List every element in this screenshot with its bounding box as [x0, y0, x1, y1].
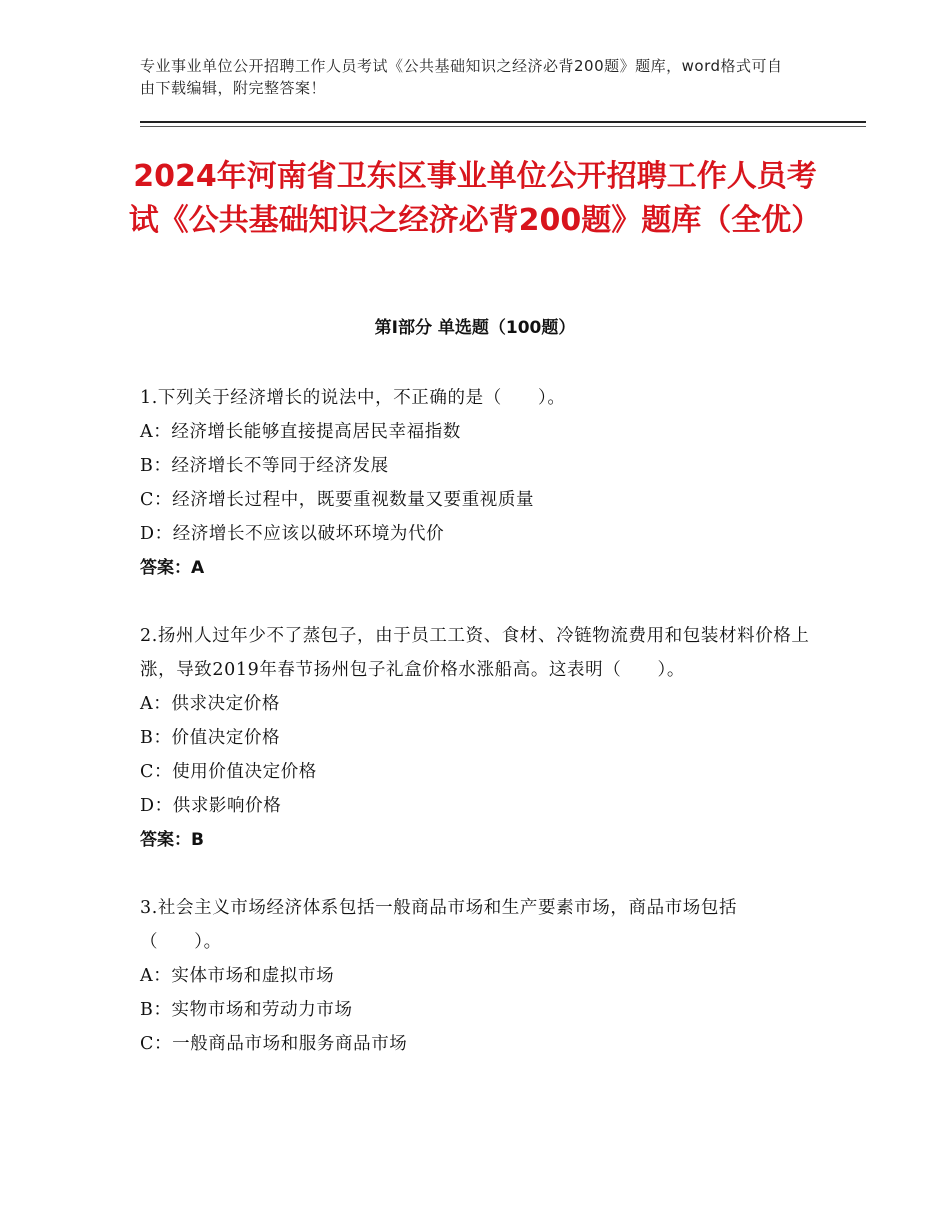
header-rule-thick: [140, 121, 866, 123]
question-2: [140, 619, 810, 857]
question-3: [140, 891, 810, 1061]
section-heading: 第I部分 单选题（100题）: [374, 318, 576, 338]
question-1: [140, 381, 810, 585]
document-title: 2024年河南省卫东区事业单位公开招聘工作人员考试《公共基础知识之经济必背200题》题库（全优）: [128, 159, 822, 238]
option-c: C：经济增长过程中，既要重视数量又要重视质量: [140, 490, 535, 510]
option-b: B：经济增长不等同于经济发展: [140, 456, 389, 476]
header-rule-thin: [140, 126, 866, 127]
option-a: A：实体市场和虚拟市场: [140, 966, 335, 986]
option-a: A：经济增长能够直接提高居民幸福指数: [140, 422, 461, 442]
answer-label: 答案：B: [140, 830, 204, 850]
option-b: B：价值决定价格: [140, 728, 281, 748]
option-d: D：供求影响价格: [140, 796, 282, 816]
question-stem: 1.下列关于经济增长的说法中，不正确的是（ ）。: [140, 388, 566, 408]
option-d: D：经济增长不应该以破坏环境为代价: [140, 524, 445, 544]
header-note: 专业事业单位公开招聘工作人员考试《公共基础知识之经济必背200题》题库，word格式可自由下载编辑，附完整答案！: [140, 57, 783, 97]
option-c: C：一般商品市场和服务商品市场: [140, 1034, 408, 1054]
question-list: [140, 381, 810, 1095]
option-a: A：供求决定价格: [140, 694, 280, 714]
option-c: C：使用价值决定价格: [140, 762, 317, 782]
question-stem: 2.扬州人过年少不了蒸包子，由于员工工资、食材、冷链物流费用和包装材料价格上涨，导致2019年春节扬州包子礼盒价格水涨船高。这表明（ ）。: [140, 626, 810, 680]
answer-label: 答案：A: [140, 558, 205, 578]
question-stem: 3.社会主义市场经济体系包括一般商品市场和生产要素市场，商品市场包括（ ）。: [140, 898, 738, 952]
option-b: B：实物市场和劳动力市场: [140, 1000, 353, 1020]
